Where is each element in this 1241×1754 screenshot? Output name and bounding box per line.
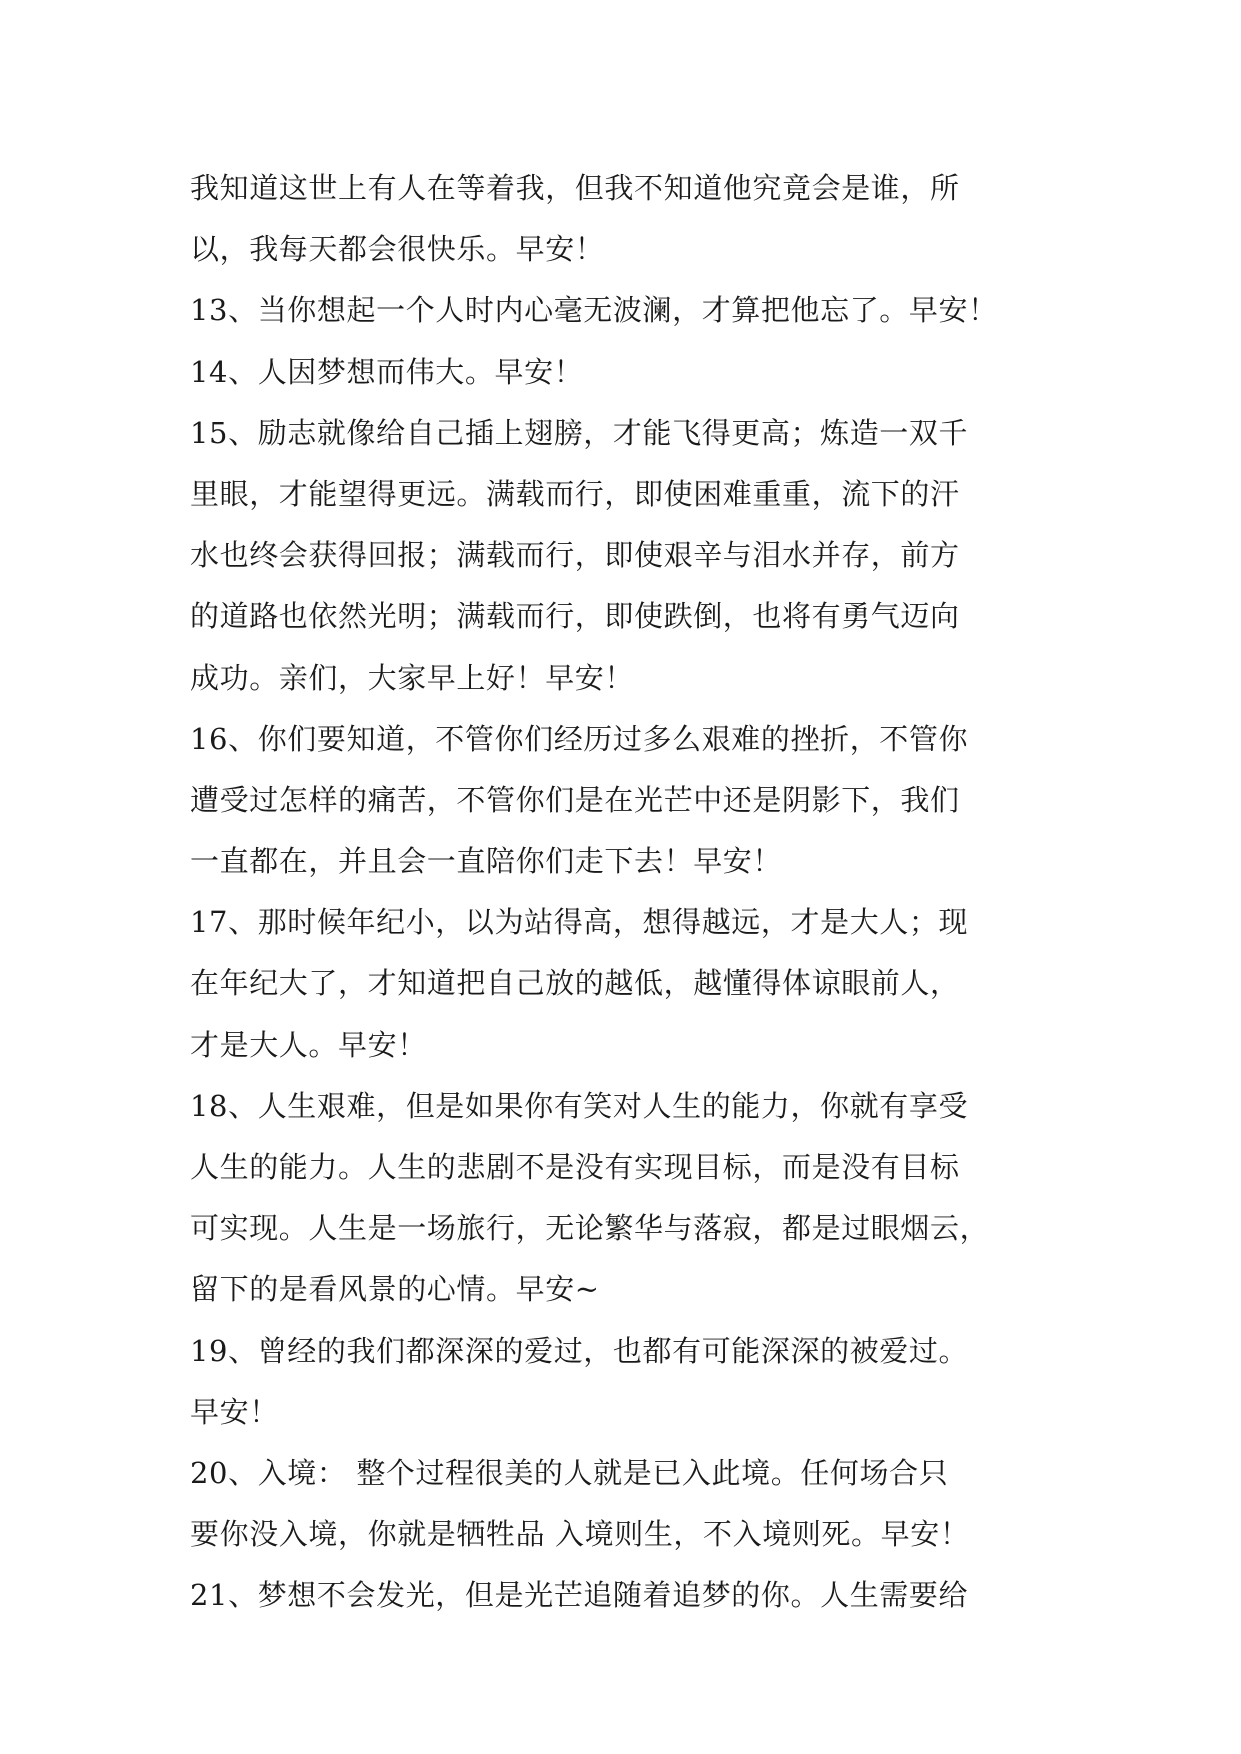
text-line: 的道路也依然光明；满载而行，即使跌倒，也将有勇气迈向 — [190, 599, 960, 634]
text-line: 在年纪大了，才知道把自己放的越低，越懂得体谅眼前人， — [190, 966, 960, 1001]
text-line: 人生的能力。人生的悲剧不是没有实现目标，而是没有目标 — [190, 1150, 960, 1184]
text-line: 水也终会获得回报；满载而行，即使艰辛与泪水并存，前方 — [190, 538, 960, 573]
text-line: 19、曾经的我们都深深的爱过，也都有可能深深的被爱过。 — [190, 1333, 969, 1368]
text-line: 以，我每天都会很快乐。早安！ — [190, 232, 605, 267]
text-line: 14、人因梦想而伟大。早安！ — [190, 354, 584, 389]
document-body — [190, 158, 1070, 1627]
text-line: 才是大人。早安！ — [190, 1027, 427, 1062]
text-line: 21、梦想不会发光，但是光芒追随着追梦的你。人生需要给 — [190, 1578, 969, 1613]
text-line: 遭受过怎样的痛苦，不管你们是在光芒中还是阴影下，我们 — [190, 782, 960, 817]
text-line: 可实现。人生是一场旅行，无论繁华与落寂，都是过眼烟云， — [190, 1211, 990, 1246]
text-line: 20、入境： 整个过程很美的人就是已入此境。任何场合只 — [190, 1455, 949, 1490]
text-line: 13、当你想起一个人时内心毫无波澜，才算把他忘了。早安！ — [190, 293, 998, 328]
text-line: 18、人生艰难，但是如果你有笑对人生的能力，你就有享受 — [190, 1088, 969, 1123]
text-line: 要你没入境，你就是牺牲品 入境则生，不入境则死。早安！ — [190, 1517, 970, 1552]
text-line: 17、那时候年纪小，以为站得高，想得越远，才是大人；现 — [190, 905, 969, 940]
text-line: 里眼，才能望得更远。满载而行，即使困难重重，流下的汗 — [190, 476, 960, 511]
text-line: 16、你们要知道，不管你们经历过多么艰难的挫折，不管你 — [190, 721, 969, 756]
text-line: 留下的是看风景的心情。早安~ — [190, 1272, 600, 1307]
text-line: 15、励志就像给自己插上翅膀，才能飞得更高；炼造一双千 — [190, 415, 969, 450]
text-line: 成功。亲们，大家早上好！早安！ — [190, 660, 635, 695]
text-line: 一直都在，并且会一直陪你们走下去！早安！ — [190, 844, 783, 879]
text-line: 早安！ — [190, 1394, 279, 1429]
text-line: 我知道这世上有人在等着我，但我不知道他究竟会是谁，所 — [190, 171, 960, 205]
